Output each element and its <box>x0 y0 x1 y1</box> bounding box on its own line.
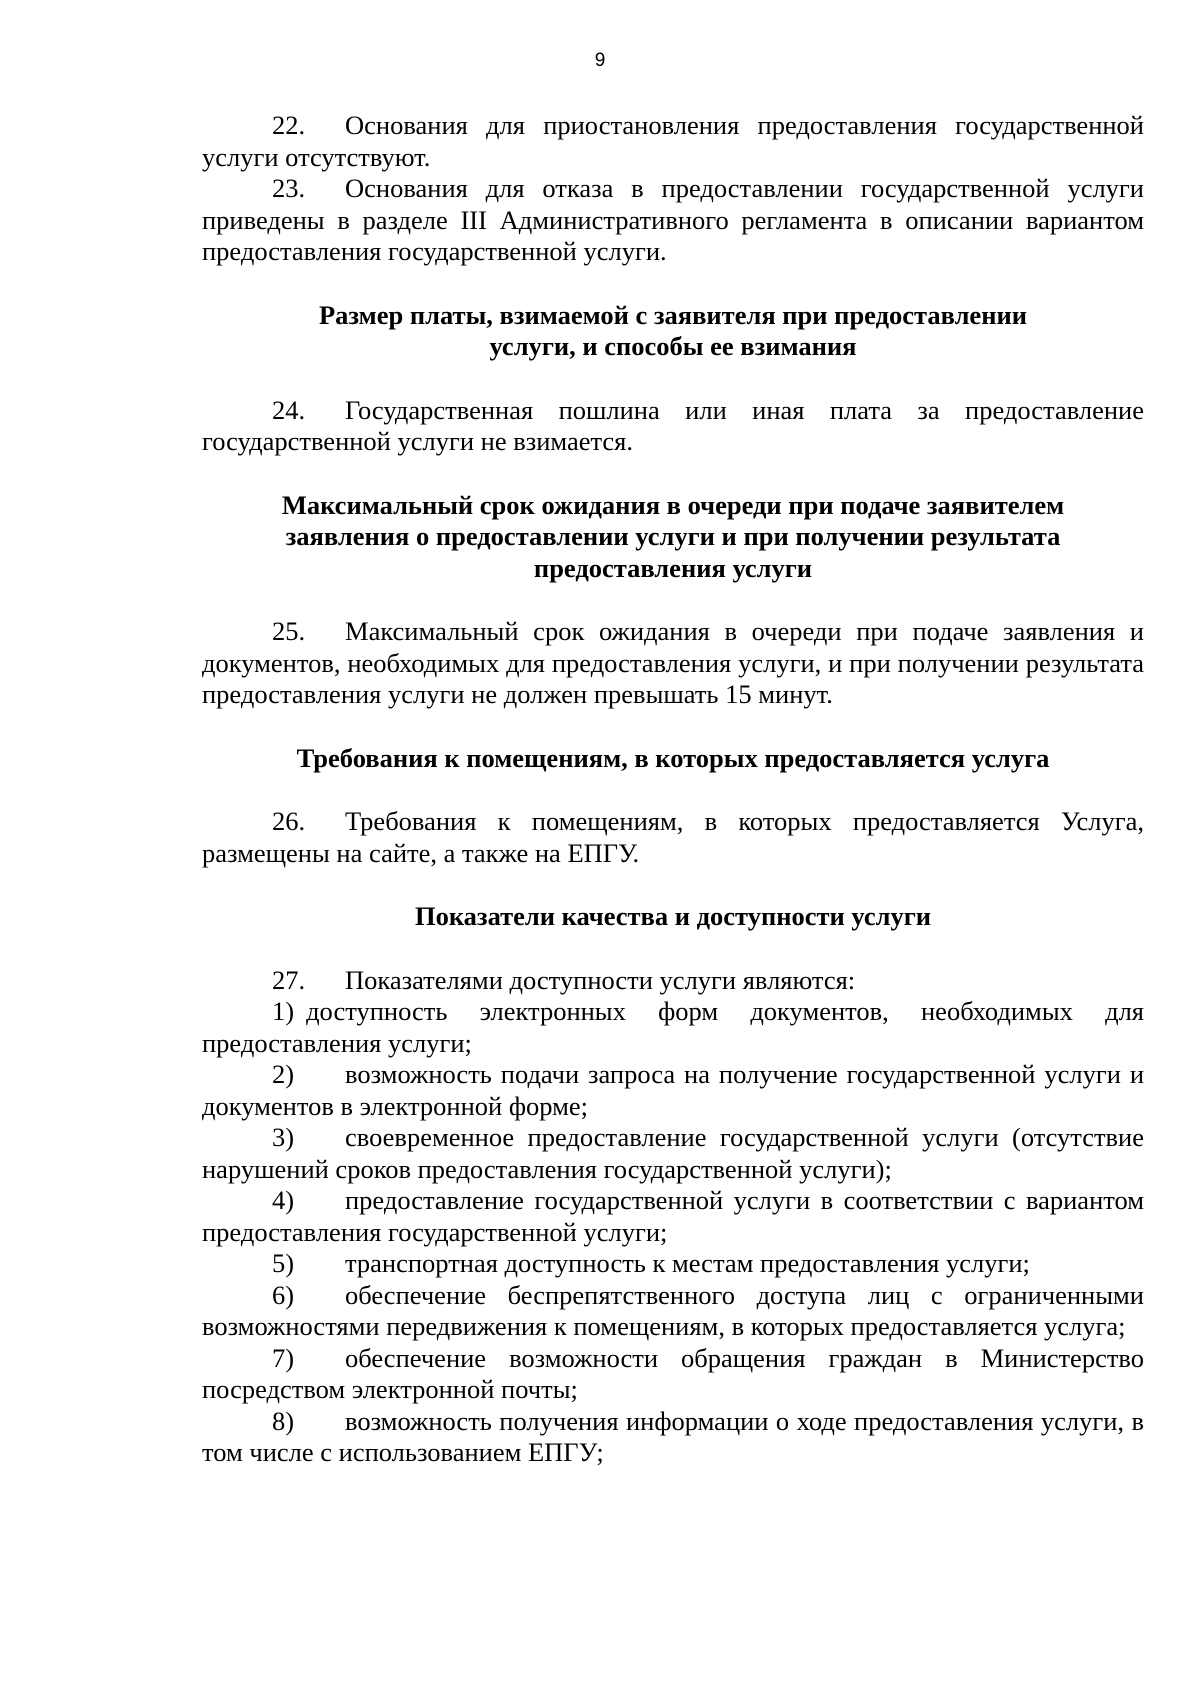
paragraph-27 <box>202 965 1144 997</box>
list-item-text: возможность получения информации о ходе предоставления услуги, в том числе с использованием ЕПГУ; <box>202 1405 1144 1467</box>
section-heading-premises <box>202 743 1144 775</box>
list-item <box>202 1122 1144 1185</box>
list-item <box>202 996 1144 1059</box>
list-item-text: возможность подачи запроса на получение государственной услуги и документов в электронной форме; <box>202 1059 1144 1121</box>
paragraph-text: Максимальный срок ожидания в очереди при подаче заявления и документов, необходимых для предоставления услуги, и при получении результата предоставления услуги не должен превышать 15 минут. <box>202 616 1144 709</box>
list-item-text: предоставление государственной услуги в соответствии с вариантом предоставления государственной услуги; <box>202 1185 1144 1247</box>
list-item-number: 6) <box>272 1279 295 1310</box>
list-item <box>202 1343 1144 1406</box>
heading-line: предоставления услуги <box>533 552 813 583</box>
list-item <box>202 1059 1144 1122</box>
paragraph-number: 26. <box>272 806 306 836</box>
section-heading-quality <box>202 901 1144 933</box>
list-item-number: 1) <box>272 996 295 1026</box>
list-item-number: 2) <box>272 1059 295 1089</box>
heading-line: Размер платы, взимаемой с заявителя при предоставлении <box>318 299 1028 330</box>
paragraph-text: Требования к помещениям, в которых предоставляется Услуга, размещены на сайте, а также на ЕПГУ. <box>202 806 1144 868</box>
heading-line: Показатели качества и доступности услуги <box>414 901 932 931</box>
paragraph-23 <box>202 173 1144 268</box>
list-item-text: обеспечение возможности обращения граждан в Министерство посредством электронной почты; <box>202 1342 1144 1404</box>
list-item-number: 7) <box>272 1342 295 1373</box>
paragraph-24 <box>202 395 1144 458</box>
heading-line: заявления о предоставлении услуги и при получении результата <box>285 521 1061 551</box>
section-heading-fee <box>202 300 1144 363</box>
paragraph-number: 25. <box>272 616 306 646</box>
paragraph-number: 24. <box>272 394 306 425</box>
paragraph-25 <box>202 616 1144 711</box>
heading-line: Максимальный срок ожидания в очереди при подаче заявителем <box>281 489 1065 520</box>
heading-line: Требования к помещениям, в которых предоставляется услуга <box>296 742 1050 773</box>
paragraph-number: 23. <box>272 173 306 203</box>
list-item <box>202 1406 1144 1469</box>
list-item <box>202 1185 1144 1248</box>
list-item-text: транспортная доступность к местам предоставления услуги; <box>345 1248 1030 1278</box>
paragraph-number: 22. <box>272 110 306 140</box>
paragraph-22 <box>202 110 1144 173</box>
list-item-number: 4) <box>272 1185 295 1215</box>
list-item <box>202 1280 1144 1343</box>
paragraph-text: Показателями доступности услуги являются: <box>345 964 856 995</box>
paragraph-number: 27. <box>272 964 306 995</box>
list-item-number: 5) <box>272 1248 295 1278</box>
list-item-text: обеспечение беспрепятственного доступа лиц с ограниченными возможностями передвижения к помещениям, в которых предоставляется услуга; <box>202 1279 1144 1341</box>
section-heading-queue-time <box>202 490 1144 585</box>
paragraph-text: Государственная пошлина или иная плата за предоставление государственной услуги не взимается. <box>202 394 1144 456</box>
list-item <box>202 1248 1144 1280</box>
list-item-number: 8) <box>272 1405 295 1436</box>
page-number: 9 <box>594 50 606 71</box>
list-item-text: доступность электронных форм документов, необходимых для предоставления услуги; <box>202 996 1144 1058</box>
document-body <box>202 110 1144 1469</box>
paragraph-text: Основания для отказа в предоставлении государственной услуги приведены в разделе III Административного регламента в описании вариантом предоставления государственной услуги. <box>202 173 1144 266</box>
paragraph-26 <box>202 806 1144 869</box>
list-item-text: своевременное предоставление государственной услуги (отсутствие нарушений сроков предоставления государственной услуги); <box>202 1122 1144 1184</box>
paragraph-text: Основания для приостановления предоставления государственной услуги отсутствуют. <box>202 110 1144 172</box>
heading-line: услуги, и способы ее взимания <box>489 331 857 361</box>
list-item-number: 3) <box>272 1122 295 1152</box>
